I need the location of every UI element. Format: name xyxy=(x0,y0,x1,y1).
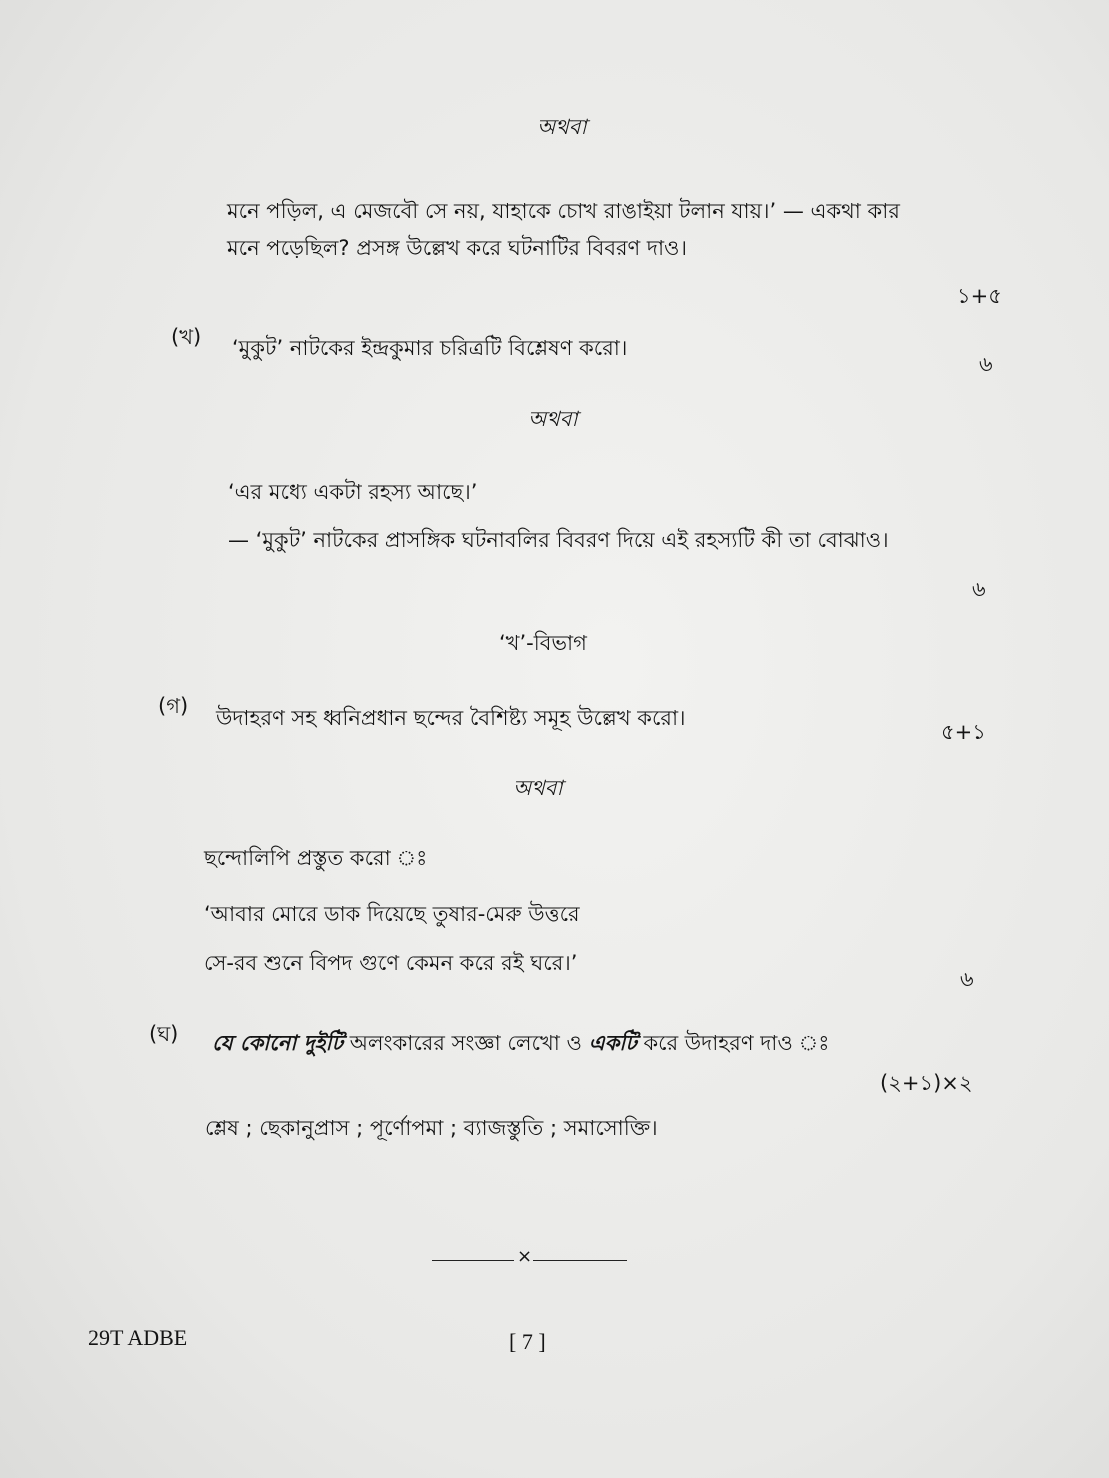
marks-kha-alt: ৬ xyxy=(972,577,986,601)
marks-ga-alt: ৬ xyxy=(960,967,974,991)
ga-alt-line1: ছন্দোলিপি প্রস্তুত করো ঃ xyxy=(204,846,428,870)
kha-alt-line1: ‘এর মধ্যে একটা রহস্য আছে।’ xyxy=(228,480,478,504)
athaba-heading-kha: অথবা xyxy=(528,407,578,431)
question-label-kha: (খ) xyxy=(171,325,202,349)
question-gha xyxy=(212,1028,830,1058)
end-rule-right xyxy=(533,1260,627,1261)
question-label-gha: (ঘ) xyxy=(149,1022,179,1046)
marks-ga: ৫+১ xyxy=(941,720,986,744)
gha-emphasis-one: একটি xyxy=(588,1031,637,1055)
paper-code: 29T ADBE xyxy=(88,1325,188,1350)
end-rule-left xyxy=(432,1260,514,1261)
gha-text-end: করে উদাহরণ দাও ঃ xyxy=(636,1031,830,1055)
end-mark: × xyxy=(517,1246,533,1267)
kha-alt-line2: — ‘মুকুট’ নাটকের প্রাসঙ্গিক ঘটনাবলির বিবরণ দিয়ে এই রহস্যটি কী তা বোঝাও। xyxy=(228,528,889,552)
marks-gha: (২+১)×২ xyxy=(880,1071,973,1095)
gha-options: শ্লেষ ; ছেকানুপ্রাস ; পূর্ণোপমা ; ব্যাজস্তুতি ; সমাসোক্তি। xyxy=(205,1116,658,1140)
question-kha: ‘মুকুট’ নাটকের ইন্দ্রকুমার চরিত্রটি বিশ্লেষণ করো। xyxy=(232,336,628,360)
marks-1: ১+৫ xyxy=(957,284,1002,308)
ga-alt-line2: ‘আবার মোরে ডাক দিয়েছে তুষার-মেরু উত্তরে xyxy=(204,902,580,926)
marks-kha: ৬ xyxy=(979,352,993,376)
question-text-line1: মনে পড়িল, এ মেজবৌ সে নয়, যাহাকে চোখ রাঙাইয়া টলান যায়।’ — একথা কার xyxy=(227,199,900,223)
question-ga: উদাহরণ সহ ধ্বনিপ্রধান ছন্দের বৈশিষ্ট্য সমূহ উল্লেখ করো। xyxy=(216,706,686,730)
question-text-line2: মনে পড়েছিল? প্রসঙ্গ উল্লেখ করে ঘটনাটির বিবরণ দাও। xyxy=(227,236,688,260)
athaba-heading-1: অথবা xyxy=(537,115,587,139)
page-number: [ 7 ] xyxy=(509,1329,546,1354)
section-title: ‘খ’-বিভাগ xyxy=(499,631,587,655)
athaba-heading-ga: অথবা xyxy=(513,776,563,800)
gha-text-mid: অলংকারের সংজ্ঞা লেখো ও xyxy=(343,1031,589,1055)
gha-emphasis-any-two: যে কোনো দুইটি xyxy=(212,1031,344,1055)
ga-alt-line3: সে-রব শুনে বিপদ গুণে কেমন করে রই ঘরে।’ xyxy=(204,951,578,975)
question-label-ga: (গ) xyxy=(158,694,189,718)
